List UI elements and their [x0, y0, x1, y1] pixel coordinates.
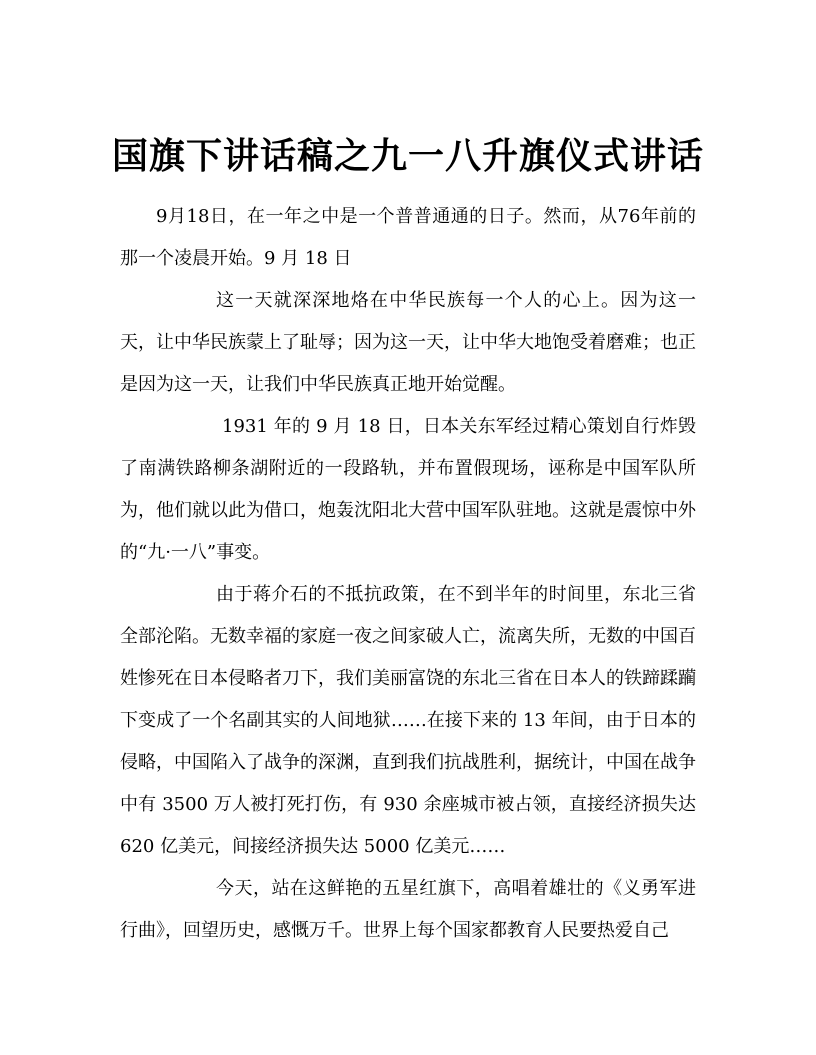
paragraph-meaning-of-the-day: 这一天就深深地烙在中华民族每一个人的心上。因为这一天，让中华民族蒙上了耻辱；因为这一天，让中华大地饱受着磨难；也正是因为这一天，让我们中华民族真正地开始觉醒。: [120, 290, 696, 395]
paragraph-today: 今天，站在这鲜艳的五星红旗下，高唱着雄壮的《义勇军进行曲》，回望历史，感慨万千。世界上每个国家都教育人民要热爱自己: [120, 878, 696, 941]
document-body: [120, 196, 696, 952]
document-title: 国旗下讲话稿之九一八升旗仪式讲话: [111, 135, 704, 178]
paragraph-incident-history: 1931 年的 9 月 18 日，日本关东军经过精心策划自行炸毁了南满铁路柳条湖附近的一段路轨，并布置假现场，诬称是中国军队所为，他们就以此为借口，炮轰沈阳北大营中国军队驻地。这就是震惊中外的“九·一八”事变。: [120, 416, 696, 563]
paragraph-war-losses: 由于蒋介石的不抵抗政策，在不到半年的时间里，东北三省全部沦陷。无数幸福的家庭一夜之间家破人亡，流离失所，无数的中国百姓惨死在日本侵略者刀下，我们美丽富饶的东北三省在日本人的铁蹄蹂躏下变成了一个名副其实的人间地狱……在接下来的 13 年间，由于日本的侵略，中国陷入了战争的深渊，直到我们抗战胜利，据统计，中国在战争中有 3500 万人被打死打伤，有 930 余座城市被占领，直接经济损失达 620 亿美元，间接经济损失达 5000 亿美元……: [120, 584, 696, 857]
paragraph-intro: 9月18日，在一年之中是一个普普通通的日子。然而，从76年前的那一个凌晨开始。9 月 18 日: [120, 206, 696, 269]
